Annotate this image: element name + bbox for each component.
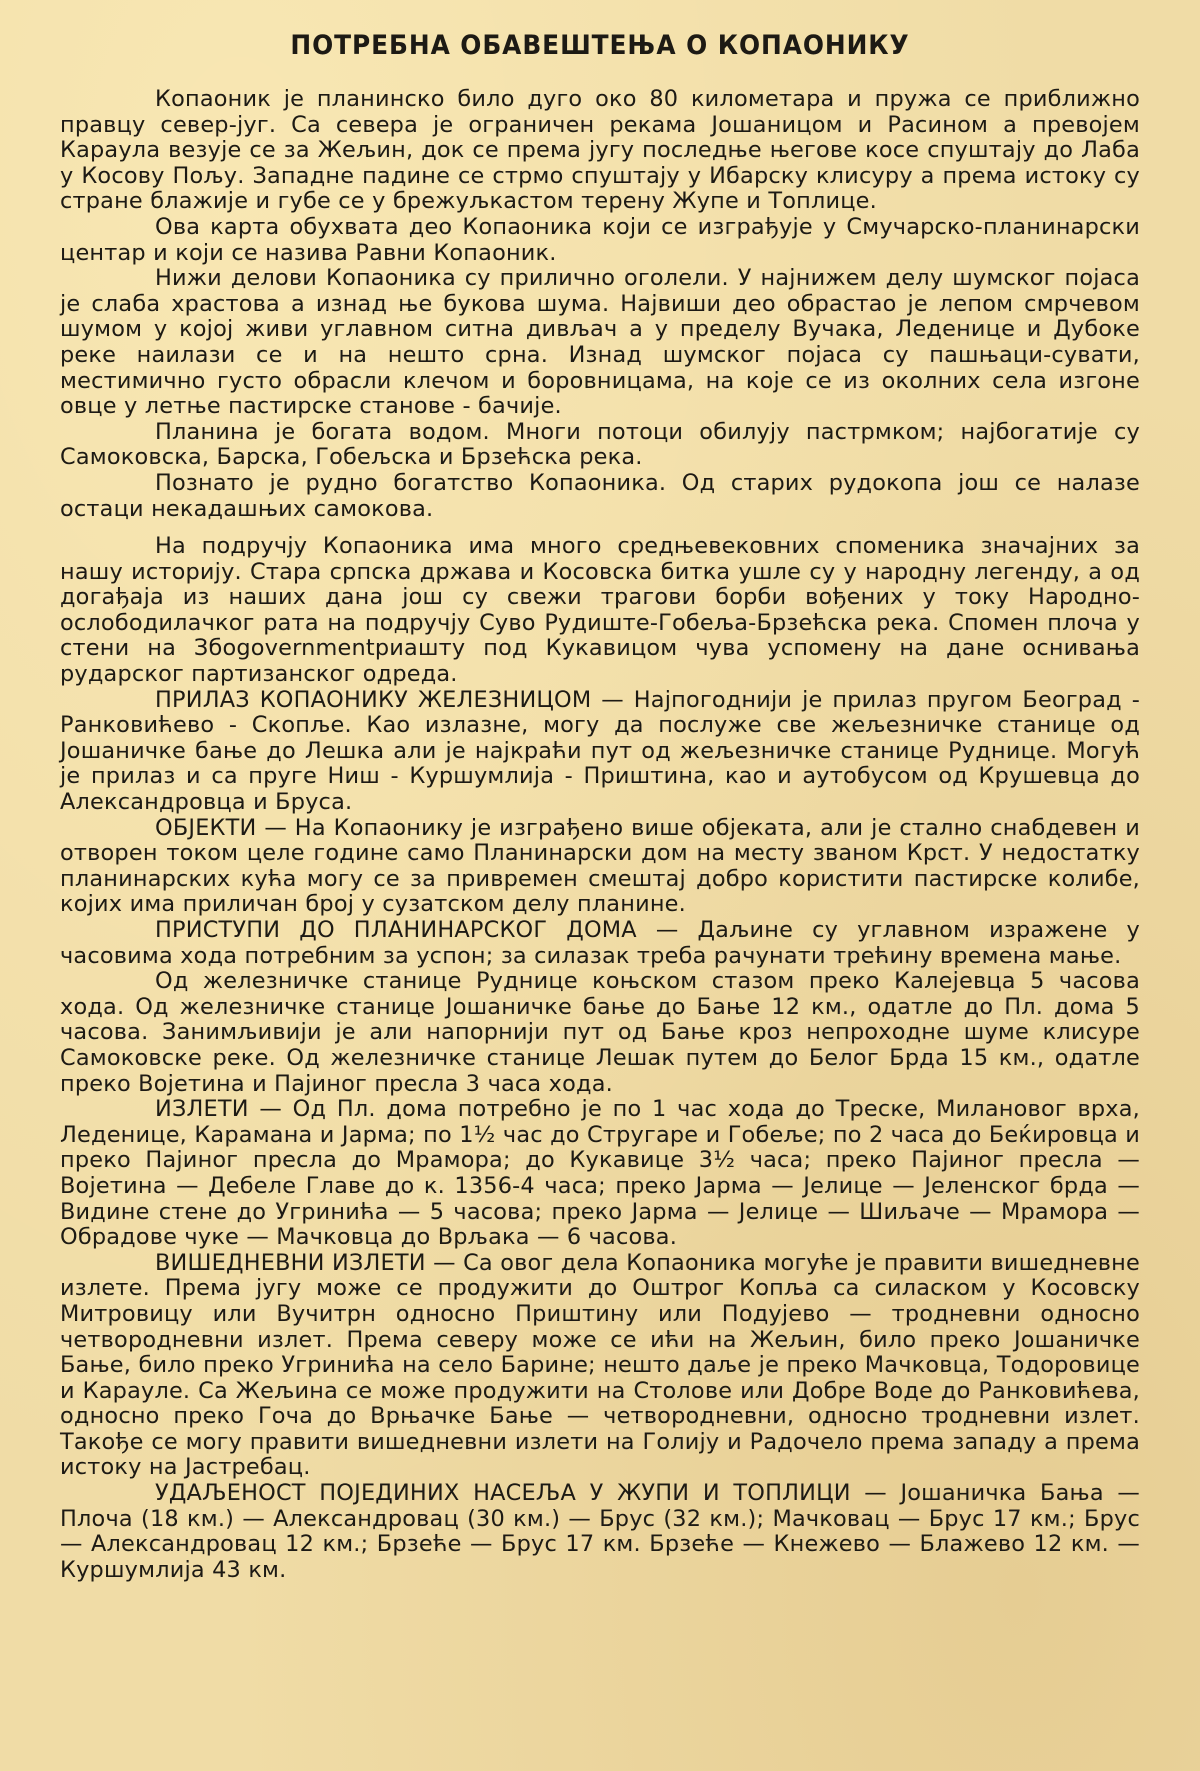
paragraph-text: Копаоник је планинско било дуго око 80 километара и пружа се приближно правцу север-југ. Са севера је ограничен рекама Јошаницом и Расином а превојем Караула везује се за Жељин, док се према југу последње његове косе спуштају до Лаба у Косову Пољу. Западне падине се стрмо спуштају у Ибарску клисуру а према истоку су стране блажије и губе се у брежуљкастом терену Жупе и Топлице.	[60, 86, 1140, 215]
section-heading: ВИШЕДНЕВНИ ИЗЛЕТИ	[155, 1249, 426, 1276]
paragraph-text: — Од Пл. дома потребно је по 1 час хода до Треске, Милановог врха, Леденице, Карамана и Јарма; по 1½ час до Стругаре и Гобеље; по 2 часа до Беќировца и преко Пајиног пресла до Мрамора; до Кукавице 3½ часа; преко Пајиног пресла — Војетина — Дебеле Главе до к. 1356-4 часа; преко Јарма — Јелице — Јеленског брда — Видине стене до Угринића — 5 часова; преко Јарма — Јелице — Шиљаче — Мрамора — Обрадове чуке — Мачковца до Врљака — 6 часова.	[60, 1096, 1140, 1251]
paragraph-text: — Најпогоднији је прилаз пругом Београд - Ранковићево - Скопље. Као излазне, могу да послуже све жељезничке станице од Јошаничке бање до Лешка али је најкраћи пут од жељезничке станице Руднице. Могућ је прилаз и са пруге Ниш - Куршумлија - Приштина, као и аутобусом од Крушевца до Александровца и Бруса.	[60, 686, 1141, 816]
paragraph-text: Ова карта обухвата део Копаоника који се изграђује у Смучарско-планинарски центар и који се назива Равни Копаоник.	[60, 213, 1140, 266]
section-heading: ИЗЛЕТИ	[155, 1096, 249, 1123]
page-title: ПОТРЕБНА ОБАВЕШТЕЊА О КОПАОНИКУ	[290, 30, 910, 61]
section-heading: ОБЈЕКТИ	[155, 814, 257, 841]
paragraph-access-to-lodge	[60, 918, 1140, 969]
paragraph-excursions	[60, 1097, 1140, 1251]
paragraph-railway-access	[60, 688, 1140, 816]
paragraph-forests	[60, 266, 1140, 420]
paragraph-ore	[60, 471, 1140, 522]
paragraph-history	[60, 534, 1140, 688]
paragraph-intro	[60, 87, 1140, 215]
section-heading: ПРИЛАЗ КОПАОНИКУ ЖЕЛЕЗНИЦОМ	[155, 686, 592, 713]
paragraph-multi-day-excursions	[60, 1251, 1140, 1481]
paragraph-objects	[60, 816, 1140, 918]
paragraph-text: — Са овог дела Копаоника могуће је правити вишедневне излете. Према југу може се продужити до Оштрог Копља са силаском у Косовску Митровицу или Вучитрн односно Приштину или Подујево — тродневни односно четвородневни излет. Према северу може се ићи на Жељин, било преко Јошаничке Бање, било преко Угринића на село Барине; нешто даље је преко Мачковца, Тодоровице и Карауле. Са Жељина се може продужити на Столове или Добре Воде до Ранковићева, односно преко Гоча до Врњачке Бање — четвородневни, односно тродневни излет. Такође се могу правити вишедневни излети на Голију и Радочело према западу а према истоку на Јастребац.	[60, 1249, 1140, 1481]
paragraph-text: Нижи делови Копаоника су прилично оголели. У најнижем делу шумског појаса је слаба храстова а изнад ње букова шума. Највиши део обрастао је лепом смрчевом шумом у којој живи углавном ситна дивљач а у пределу Вучака, Леденице и Дубоке реке наилази се и на нешто срна. Изнад шумског појаса су пашњаци-сувати, местимично густо обрасли клечом и боровницама, на које се из околних села изгоне овце у летње пастирске станове - бачије.	[60, 265, 1140, 420]
paragraph-text: Планина је богата водом. Многи потоци обилују пастрмком; најбогатије су Самоковска, Барска, Гобељска и Брзећска река.	[60, 418, 1140, 471]
paragraph-map-coverage	[60, 215, 1140, 266]
paragraph-routes	[60, 969, 1140, 1097]
section-heading: УДАЉЕНОСТ ПОЈЕДИНИХ НАСЕЉА У ЖУПИ И ТОПЛИЦИ	[155, 1480, 851, 1507]
paragraph-text: — На Копаонику је изграђено више објеката, али је стално снабдевен и отворен током целе године само Планинарски дом на месту званом Крст. У недостатку планинарских кућа могу се за привремен смештај добро користити пастирске колибе, којих има приличан број у сузатском делу планине.	[60, 814, 1140, 918]
paragraph-text: — Јошаничка Бања — Плоча (18 км.) — Александровац (30 км.) — Брус (32 км.); Мачковац — Брус 17 км.; Брус — Александровац 12 км.; Брзеће — Брус 17 км. Брзеће — Кнежево — Блажево 12 км. — Куршумлија 43 км.	[60, 1480, 1140, 1583]
paragraph-water	[60, 420, 1140, 471]
paragraph-text: — Даљине су углавном изражене у часовима хода потребним за успон; за силазак треба рачунати трећину времена мање.	[60, 917, 1140, 969]
paragraph-distances	[60, 1481, 1140, 1583]
paragraph-text: На подручју Копаоника има много средњевековних споменика значајних за нашу историју. Стара српска држава и Косовска битка ушле су у народну легенду, а од догађаја из наших дана још су свежи трагови борби вођених у току Народно-ослободилачког рата на подручју Суво Рудиште-Гобеља-Брзећска река. Спомен плоча у стени на Збоgovernmentриашту под Кукавицом чува успомену на дане оснивања рударског партизанског одреда.	[60, 533, 1140, 688]
section-heading: ПРИСТУПИ ДО ПЛАНИНАРСКОГ ДОМА	[155, 917, 637, 943]
document-body	[60, 87, 1140, 1583]
paragraph-text: Познато је рудно богатство Копаоника. Од старих рудокопа још се налазе остаци некадашњих самокова.	[60, 469, 1140, 522]
paragraph-text: Од железничке станице Руднице коњском стазом преко Калејевца 5 часова хода. Од железничке станице Јошаничке бање до Бање 12 км., одатле до Пл. дома 5 часова. Занимљивији је али напорнији пут од Бање кроз непроходне шуме клисуре Самоковске реке. Од железничке станице Лешак путем до Белог Брда 15 км., одатле преко Војетина и Пајиног пресла 3 часа хода.	[60, 968, 1140, 1097]
